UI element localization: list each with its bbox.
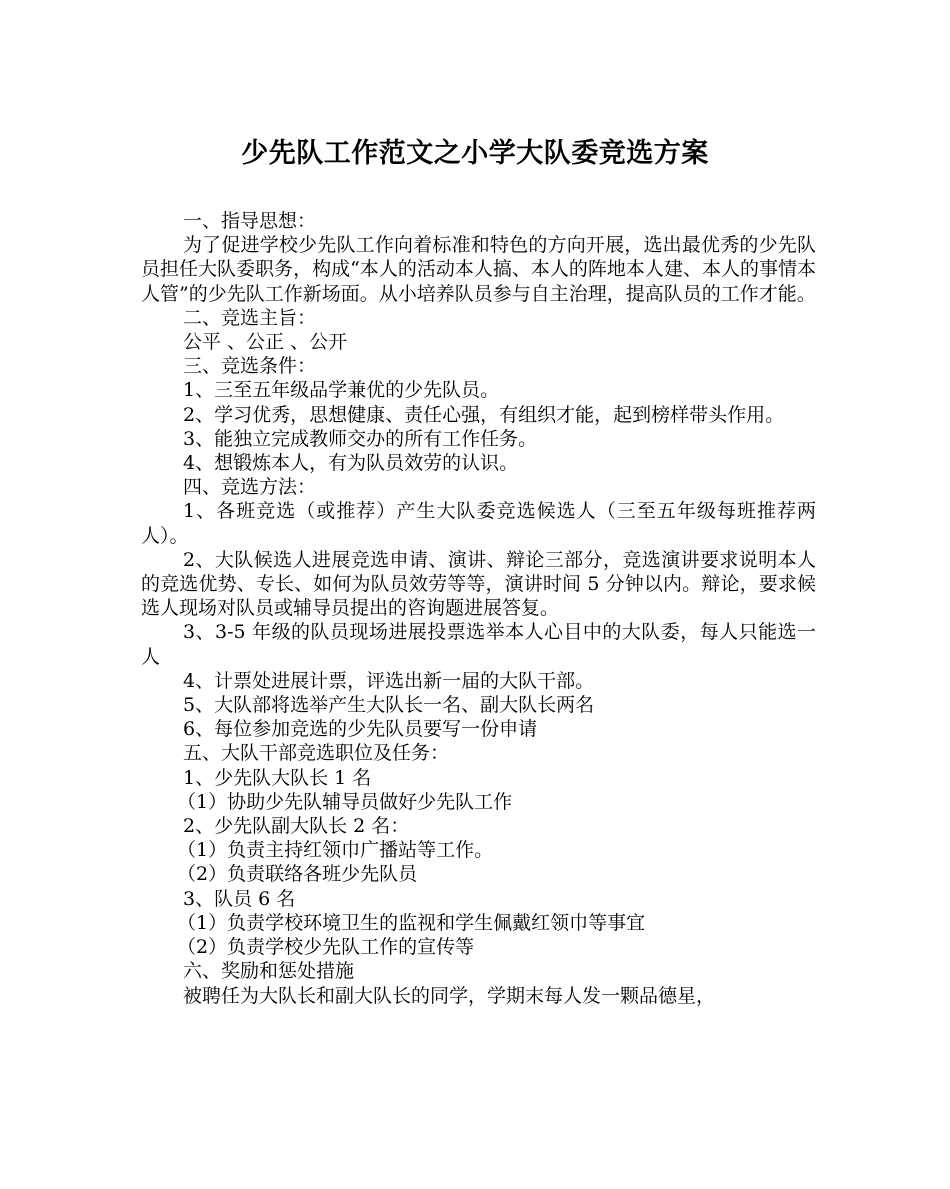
list-item: 1、三至五年级品学兼优的少先队员。 [183, 379, 500, 402]
section-heading: 三、竞选条件： [183, 355, 317, 378]
list-item: 1、少先队大队长 1 名 [183, 766, 372, 789]
sub-list-item: （1）负责学校环境卫生的监视和学生佩戴红领巾等事宜 [177, 911, 646, 934]
list-item: 1、各班竞选（或推荐）产生大队委竞选候选人（三至五年级每班推荐两人）。 [141, 500, 816, 547]
paragraph: 为了促进学校少先队工作向着标准和特色的方向开展，选出最优秀的少先队员担任大队委职务，构成“本人的活动本人搞、本人的阵地本人建、本人的事情本人管”的少先队工作新场面。从小培养队员参与自主治理，提高队员的工作才能。 [141, 234, 816, 305]
sub-list-item: （2）负责学校少先队工作的宣传等 [177, 936, 475, 959]
section-heading: 二、竞选主旨： [183, 306, 317, 329]
list-item: 2、学习优秀，思想健康、责任心强，有组织才能，起到榜样带头作用。 [183, 403, 785, 426]
list-item: 4、想锻炼本人，有为队员效劳的认识。 [183, 452, 519, 475]
section-heading: 四、竞选方法： [183, 476, 317, 499]
section-heading: 五、大队干部竞选职位及任务： [183, 742, 450, 765]
section-heading: 六、奖励和惩处措施 [183, 960, 355, 983]
list-item: 3、队员 6 名 [183, 887, 296, 910]
list-item: 2、大队候选人进展竞选申请、演讲、辩论三部分，竞选演讲要求说明本人的竞选优势、专长、如何为队员效劳等等，演讲时间 5 分钟以内。辩论，要求候选人现场对队员或辅导员提出的咨询题进展答复。 [141, 548, 816, 620]
section-heading: 一、指导思想： [183, 210, 317, 232]
list-item: 3、能独立完成教师交办的所有工作任务。 [183, 427, 538, 450]
document-body [141, 209, 816, 1008]
sub-list-item: （1）协助少先队辅导员做好少先队工作 [177, 790, 513, 813]
list-item: 4、计票处进展计票，评选出新一届的大队干部。 [183, 669, 595, 692]
list-item: 3、3-5 年级的队员现场进展投票选举本人心目中的大队委，每人只能选一人 [141, 621, 816, 668]
list-item: 5、大队部将选举产生大队长一名、副大队长两名 [183, 694, 595, 717]
list-item: 6、每位参加竞选的少先队员要写一份申请 [183, 718, 538, 741]
paragraph: 被聘任为大队长和副大队长的同学，学期末每人发一颗品德星， [183, 984, 716, 1007]
sub-list-item: （2）负责联络各班少先队员 [177, 863, 418, 886]
document-title: 少先队工作范文之小学大队委竞选方案 [241, 138, 709, 169]
paragraph: 公平 、公正 、公开 [183, 331, 348, 354]
list-item: 2、少先队副大队长 2 名： [183, 815, 410, 838]
sub-list-item: （1）负责主持红领巾广播站等工作。 [177, 839, 494, 862]
